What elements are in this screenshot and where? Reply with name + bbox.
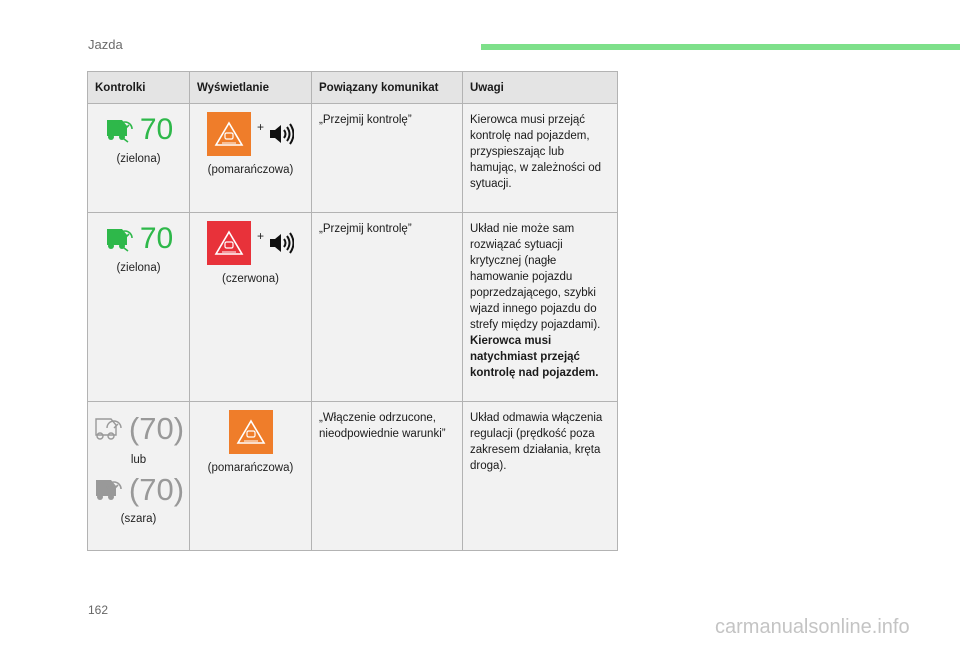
display-cell: [190, 213, 312, 402]
table-row: [88, 402, 618, 551]
speaker-sound-icon: [268, 121, 294, 147]
watermark: carmanualsonline.info: [715, 616, 910, 638]
table-header-row: [88, 72, 618, 104]
section-title: Jazda: [88, 37, 123, 52]
or-label: lub: [130, 454, 147, 466]
message-cell: „Przejmij kontrolę”: [312, 104, 463, 213]
display-caption: (pomarańczowa): [207, 462, 294, 474]
column-header-indicators: Kontrolki: [88, 72, 190, 104]
notes-emphasis: Kierowca musi natychmiast przejąć kontrolę nad pojazdem.: [470, 335, 599, 379]
message-cell: „Włączenie odrzucone, nieodpowiednie warunki”: [312, 402, 463, 551]
lane-warning-triangle-icon: [207, 112, 251, 156]
section-accent-bar: [481, 44, 960, 50]
notes-text: Układ nie może sam rozwiązać sytuacji krytycznej (nagłe hamowanie pojazdu poprzedzającego, szybki wjazd innego pojazdu do strefy między pojazdami).: [470, 223, 601, 331]
speed-indicator-value: 70: [139, 222, 174, 255]
notes-cell: [463, 213, 618, 402]
indicator-caption: (zielona): [116, 153, 161, 165]
notes-cell: Kierowca musi przejąć kontrolę nad pojazdem, przyspieszając lub hamując, w zależności od sytuacji.: [463, 104, 618, 213]
indicator-cell: [88, 104, 190, 213]
table-row: [88, 213, 618, 402]
lane-warning-triangle-icon: [229, 410, 273, 454]
notes-cell: Układ odmawia włączenia regulacji (prędkość poza zakresem działania, kręta droga).: [463, 402, 618, 551]
message-cell: „Przejmij kontrolę”: [312, 213, 463, 402]
column-header-display: Wyświetlanie: [190, 72, 312, 104]
table-row: [88, 104, 618, 213]
cruise-control-gauge-outline-icon: [93, 415, 123, 443]
cruise-control-gauge-icon: [104, 225, 134, 253]
speed-indicator-value: (70): [128, 472, 185, 507]
cruise-control-gauge-icon: [104, 116, 134, 144]
column-header-message: Powiązany komunikat: [312, 72, 463, 104]
indicator-caption: (zielona): [116, 262, 161, 274]
plus-sign: +: [256, 120, 264, 134]
speed-indicator-value: (70): [128, 411, 185, 446]
speed-indicator-value: 70: [139, 113, 174, 146]
indicator-cell: [88, 213, 190, 402]
lane-warning-triangle-icon: [207, 221, 251, 265]
cruise-control-gauge-icon: [93, 476, 123, 504]
display-caption: (pomarańczowa): [207, 164, 294, 176]
display-cell: [190, 104, 312, 213]
column-header-notes: Uwagi: [463, 72, 618, 104]
indicator-caption: (szara): [120, 513, 157, 525]
page-number: 162: [88, 603, 109, 617]
display-caption: (czerwona): [222, 273, 279, 285]
plus-sign: +: [256, 229, 264, 243]
warning-indicators-table: [87, 71, 618, 551]
indicator-cell: [88, 402, 190, 551]
display-cell: [190, 402, 312, 551]
speaker-sound-icon: [268, 230, 294, 256]
